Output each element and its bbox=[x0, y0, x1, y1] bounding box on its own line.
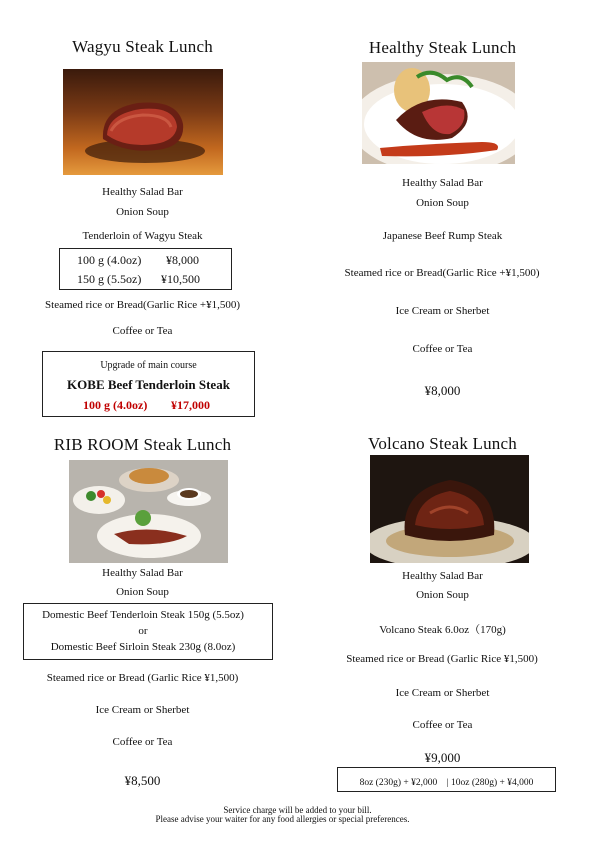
rib-title: RIB ROOM Steak Lunch bbox=[53, 435, 232, 454]
volcano-title: Volcano Steak Lunch bbox=[368, 434, 517, 453]
rib-item-dessert: Ice Cream or Sherbet bbox=[95, 704, 190, 716]
volcano-item-main: Volcano Steak 6.0oz（170g) bbox=[379, 624, 506, 636]
healthy-item-main: Japanese Beef Rump Steak bbox=[382, 230, 503, 242]
rib-item-drink: Coffee or Tea bbox=[112, 736, 173, 748]
wagyu-side: Steamed rice or Bread(Garlic Rice +¥1,500) bbox=[45, 299, 240, 311]
healthy-item-dessert: Ice Cream or Sherbet bbox=[395, 305, 490, 317]
rib-choice-or: or bbox=[138, 625, 148, 637]
footer-allergy-note: Please advise your waiter for any food allergies or special preferences. bbox=[155, 814, 410, 824]
wagyu-drink: Coffee or Tea bbox=[112, 325, 173, 337]
healthy-item-soup: Onion Soup bbox=[416, 197, 469, 209]
rib-item-salad: Healthy Salad Bar bbox=[102, 567, 183, 579]
volcano-options-box bbox=[337, 767, 556, 792]
wagyu-price-2: ¥10,500 bbox=[161, 272, 200, 286]
rib-price: ¥8,500 bbox=[124, 773, 161, 788]
healthy-price: ¥8,000 bbox=[424, 383, 461, 398]
wagyu-price-box bbox=[59, 248, 232, 290]
rib-choice-sirloin: Domestic Beef Sirloin Steak 230g (8.0oz) bbox=[50, 641, 236, 653]
volcano-steak-photo bbox=[370, 455, 529, 563]
wagyu-steak-photo bbox=[63, 69, 223, 175]
upgrade-name: KOBE Beef Tenderloin Steak bbox=[67, 377, 230, 392]
wagyu-title: Wagyu Steak Lunch bbox=[72, 37, 213, 56]
healthy-item-drink: Coffee or Tea bbox=[412, 343, 473, 355]
wagyu-item-salad: Healthy Salad Bar bbox=[102, 186, 183, 198]
rib-choice-box bbox=[23, 603, 273, 660]
volcano-price: ¥9,000 bbox=[424, 750, 461, 765]
footer-service-charge: Service charge will be added to your bill. bbox=[223, 805, 372, 815]
wagyu-upgrade-box bbox=[42, 351, 255, 417]
volcano-options: 8oz (230g) + ¥2,000 | 10oz (280g) + ¥4,000 bbox=[359, 778, 534, 788]
wagyu-size-2: 150 g (5.5oz) bbox=[77, 272, 142, 286]
wagyu-price-1: ¥8,000 bbox=[166, 253, 199, 267]
volcano-item-salad: Healthy Salad Bar bbox=[402, 570, 483, 582]
wagyu-item-soup: Onion Soup bbox=[116, 206, 169, 218]
upgrade-size: 100 g (4.0oz) bbox=[83, 398, 148, 412]
rib-steak-photo bbox=[69, 460, 228, 563]
healthy-steak-photo bbox=[362, 62, 515, 164]
healthy-item-side: Steamed rice or Bread(Garlic Rice +¥1,500) bbox=[344, 267, 540, 279]
volcano-item-side: Steamed rice or Bread (Garlic Rice ¥1,500) bbox=[346, 653, 538, 665]
volcano-item-drink: Coffee or Tea bbox=[412, 719, 473, 731]
upgrade-label: Upgrade of main course bbox=[100, 360, 197, 371]
wagyu-item-main: Tenderloin of Wagyu Steak bbox=[82, 230, 203, 242]
wagyu-size-1: 100 g (4.0oz) bbox=[77, 253, 142, 267]
rib-choice-tenderloin: Domestic Beef Tenderloin Steak 150g (5.5oz) bbox=[42, 609, 244, 621]
rib-item-soup: Onion Soup bbox=[116, 586, 169, 598]
rib-item-side: Steamed rice or Bread (Garlic Rice ¥1,500) bbox=[46, 672, 239, 684]
upgrade-price: ¥17,000 bbox=[171, 398, 210, 412]
healthy-title: Healthy Steak Lunch bbox=[368, 38, 517, 57]
healthy-item-salad: Healthy Salad Bar bbox=[402, 177, 483, 189]
volcano-item-dessert: Ice Cream or Sherbet bbox=[395, 687, 490, 699]
volcano-item-soup: Onion Soup bbox=[416, 589, 469, 601]
